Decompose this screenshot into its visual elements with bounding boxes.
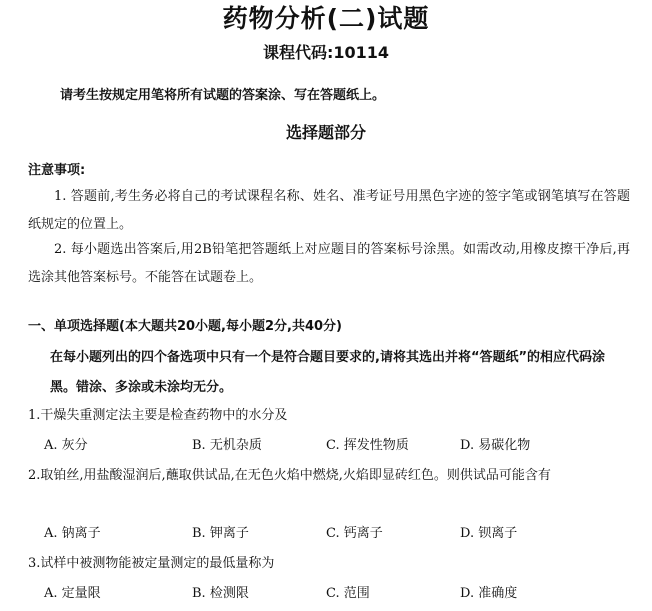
question-1-options bbox=[44, 434, 632, 458]
question-3-stem: 3.试样中被测物能被定量测定的最低量称为 bbox=[28, 556, 275, 571]
notice-item-2: 2. 每小题选出答案后,用2B铅笔把答题纸上对应题目的答案标号涂黑。如需改动,用橡皮擦干净后,再选涂其他答案标号。不能答在试题卷上。 bbox=[28, 242, 630, 285]
course-code: 课程代码:10114 bbox=[262, 43, 390, 62]
question-2-option-c: C. 钙离子 bbox=[326, 526, 383, 541]
answer-instruction: 请考生按规定用笔将所有试题的答案涂、写在答题纸上。 bbox=[60, 88, 386, 103]
question-1-stem: 1.干燥失重测定法主要是检查药物中的水分及 bbox=[28, 408, 288, 423]
question-1-option-c: C. 挥发性物质 bbox=[326, 438, 409, 453]
question-3-option-d: D. 准确度 bbox=[460, 586, 518, 601]
exam-title: 药物分析(二)试题 bbox=[222, 4, 430, 33]
question-2-stem: 2.取铂丝,用盐酸湿润后,蘸取供试品,在无色火焰中燃烧,火焰即显砖红色。则供试品可能含有 bbox=[28, 468, 551, 483]
section-title: 选择题部分 bbox=[285, 123, 366, 142]
question-3-option-a: A. 定量限 bbox=[44, 586, 101, 601]
question-1-option-d: D. 易碳化物 bbox=[460, 438, 531, 453]
question-1-option-a: A. 灰分 bbox=[44, 438, 88, 453]
question-2-option-b: B. 钾离子 bbox=[192, 526, 249, 541]
part-heading: 一、单项选择题(本大题共20小题,每小题2分,共40分) bbox=[28, 319, 342, 334]
notice-heading: 注意事项: bbox=[28, 163, 86, 178]
question-2-option-d: D. 钡离子 bbox=[460, 526, 518, 541]
question-3-options bbox=[44, 582, 632, 606]
question-2-options bbox=[44, 522, 632, 546]
question-1-option-b: B. 无机杂质 bbox=[192, 438, 262, 453]
notice-item-1: 1. 答题前,考生务必将自己的考试课程名称、姓名、准考证号用黑色字迹的签字笔或钢笔填写在答题纸规定的位置上。 bbox=[28, 189, 630, 232]
part-description: 在每小题列出的四个备选项中只有一个是符合题目要求的,请将其选出并将“答题纸”的相应代码涂黑。错涂、多涂或未涂均无分。 bbox=[50, 350, 606, 395]
question-2-option-a: A. 钠离子 bbox=[44, 526, 101, 541]
question-3-option-b: B. 检测限 bbox=[192, 586, 249, 601]
question-3-option-c: C. 范围 bbox=[326, 586, 370, 601]
